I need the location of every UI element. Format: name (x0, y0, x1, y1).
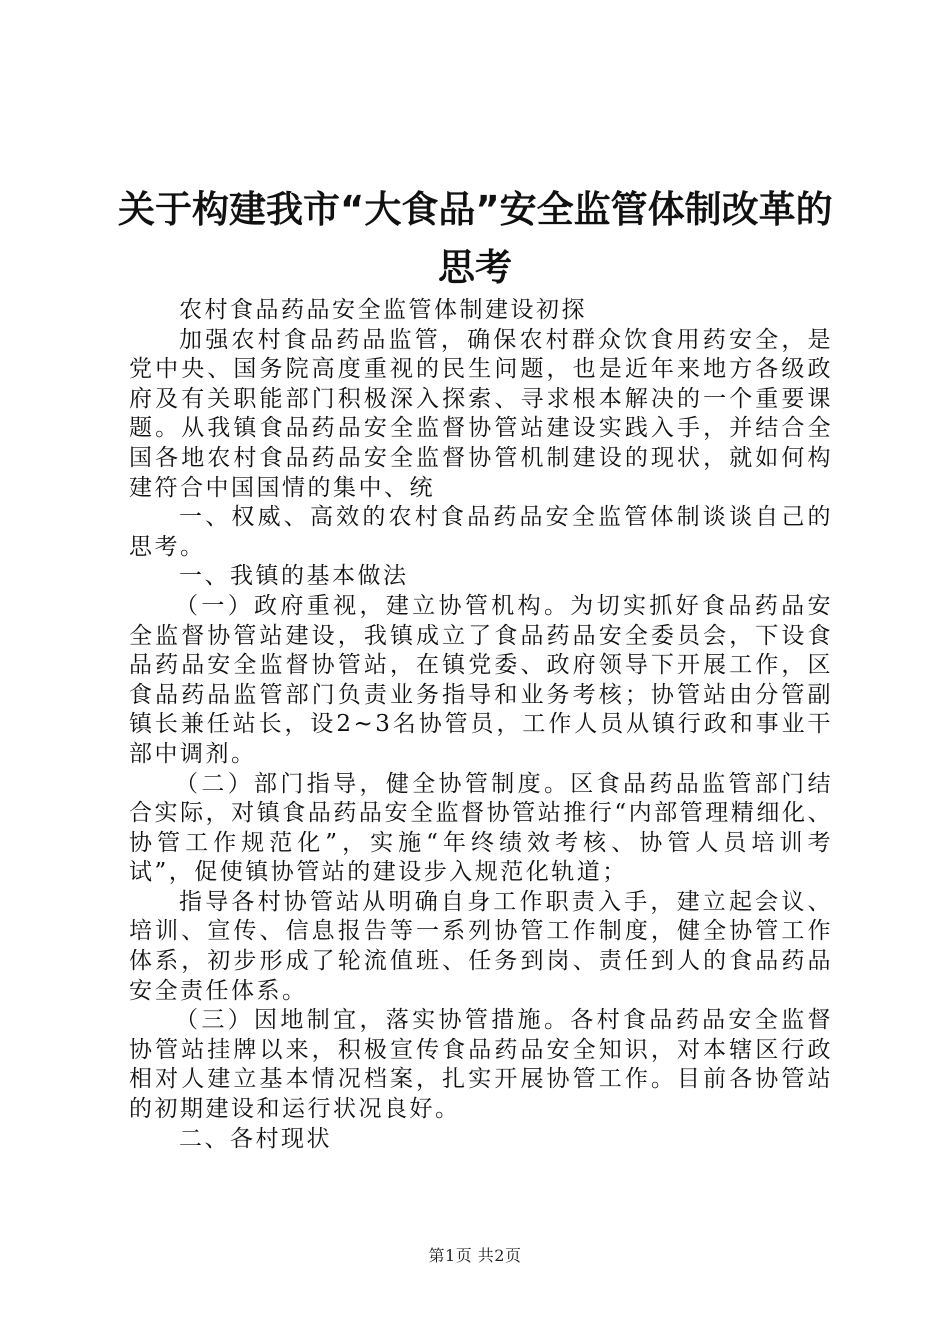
intro-paragraph: 加强农村食品药品监管，确保农村群众饮食用药安全，是党中央、国务院高度重视的民生问题，也是近年来地方各级政府及有关职能部门积极深入探索、寻求根本解决的一个重要课题。从我镇食品药品安全监督协管站建设实践入手，并结合全国各地农村食品药品安全监督协管机制建设的现状，就如何构建符合中国国情的集中、统 (129, 326, 833, 501)
body-paragraph: （一）政府重视，建立协管机构。为切实抓好食品药品安全监督协管站建设，我镇成立了食品药品安全委员会，下设食品药品安全监督协管站，在镇党委、政府领导下开展工作，区食品药品监管部门负责业务指导和业务考核；协管站由分管副镇长兼任站长，设2~3名协管员，工作人员从镇行政和事业干部中调剂。 (129, 592, 833, 767)
body-paragraph: 一、权威、高效的农村食品药品安全监管体制谈谈自己的思考。 (129, 504, 833, 560)
document-title-line-2: 思考 (438, 246, 512, 289)
body-paragraph: 指导各村协管站从明确自身工作职责入手，建立起会议、培训、宣传、信息报告等一系列协管工作制度，健全协管工作体系，初步形成了轮流值班、任务到岗、责任到人的食品药品安全责任体系。 (129, 888, 833, 1004)
body-paragraph: （三）因地制宜，落实协管措施。各村食品药品安全监督协管站挂牌以来，积极宣传食品药品安全知识，对本辖区行政相对人建立基本情况档案，扎实开展协管工作。目前各协管站的初期建设和运行状况良好。 (129, 1007, 833, 1123)
body-paragraph: （二）部门指导，健全协管制度。区食品药品监管部门结合实际，对镇食品药品安全监督协管站推行“内部管理精细化、协管工作规范化”，实施“年终绩效考核、协管人员培训考试”，促使镇协管站的建设步入规范化轨道； (129, 770, 833, 886)
document-body (129, 296, 833, 1154)
subtitle-paragraph: 农村食品药品安全监管体制建设初探 (179, 297, 587, 323)
page-number-footer: 第1页 共2页 (428, 1246, 522, 1265)
section-heading: 一、我镇的基本做法 (179, 563, 409, 590)
section-heading: 二、各村现状 (179, 1125, 332, 1152)
document-title-line-1: 关于构建我市“大食品”安全监管体制改革的 (118, 188, 833, 231)
